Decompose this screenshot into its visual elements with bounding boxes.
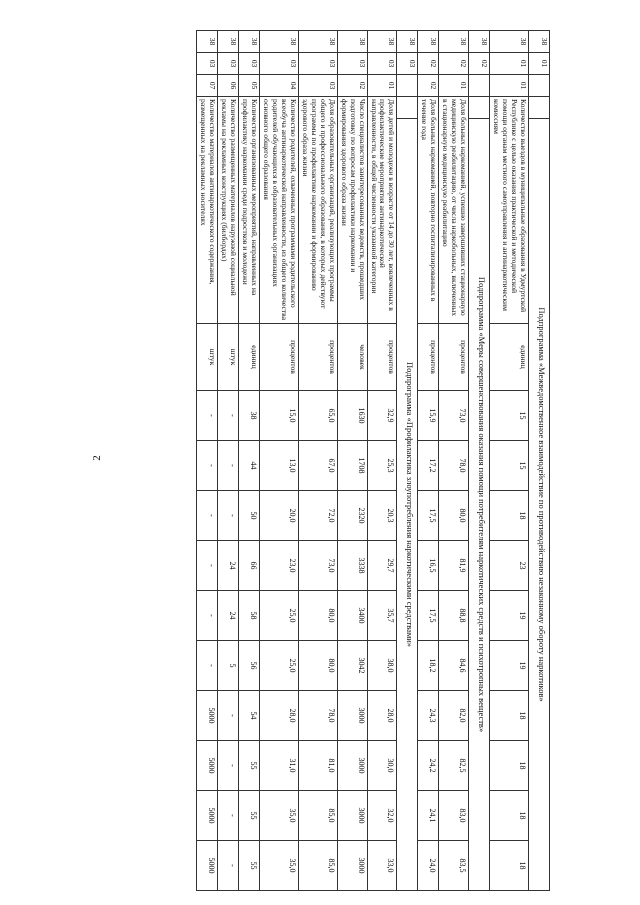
value-cell: 80,0 <box>439 491 469 541</box>
value-cell: 20,0 <box>260 491 299 541</box>
value-cell: 50 <box>239 491 260 541</box>
value-cell: - <box>197 591 218 641</box>
value-cell: 83,0 <box>439 791 469 841</box>
code-cell: 01 <box>490 75 529 97</box>
unit-cell: единиц <box>490 324 529 391</box>
code-cell: 38 <box>197 31 218 53</box>
page-number: 2 <box>90 455 103 461</box>
code-cell: 02 <box>439 53 469 75</box>
indicator-row <box>239 31 260 891</box>
value-cell: 19 <box>490 591 529 641</box>
subprogram-title: Подпрограмма «Межведомственное взаимодействие по противодействию незаконному обороту наркотиков» <box>529 119 550 891</box>
value-cell: 28,0 <box>260 691 299 741</box>
unit-cell: штук <box>218 324 239 391</box>
value-cell: 56 <box>239 641 260 691</box>
indicators-table <box>196 30 550 891</box>
value-cell: 78,0 <box>298 691 337 741</box>
value-cell: 33,0 <box>367 841 397 891</box>
unit-cell: процентов <box>439 324 469 391</box>
value-cell: 73,0 <box>439 391 469 441</box>
value-cell: 24,2 <box>418 741 439 791</box>
indicator-row <box>367 31 397 891</box>
value-cell: 16,5 <box>418 541 439 591</box>
value-cell: 3042 <box>337 641 367 691</box>
code-cell <box>529 97 550 119</box>
value-cell: 23 <box>490 541 529 591</box>
unit-cell: человек <box>337 324 367 391</box>
value-cell: 82,5 <box>439 741 469 791</box>
code-cell: 38 <box>239 31 260 53</box>
value-cell: 84,6 <box>439 641 469 691</box>
value-cell: - <box>197 491 218 541</box>
code-cell <box>469 75 490 97</box>
value-cell: 35,0 <box>260 791 299 841</box>
value-cell: - <box>218 691 239 741</box>
value-cell: 24,3 <box>418 691 439 741</box>
value-cell: 55 <box>239 741 260 791</box>
value-cell: 24 <box>218 541 239 591</box>
value-cell: 82,0 <box>439 691 469 741</box>
value-cell: 80,0 <box>298 591 337 641</box>
code-cell: 03 <box>218 53 239 75</box>
code-cell: 07 <box>197 75 218 97</box>
code-cell: 02 <box>337 75 367 97</box>
value-cell: 23,0 <box>260 541 299 591</box>
value-cell: - <box>197 641 218 691</box>
value-cell: 24 <box>218 591 239 641</box>
indicator-row <box>260 31 299 891</box>
value-cell: 32,9 <box>367 391 397 441</box>
indicator-name: Количество выездов в муниципальные образования в Удмуртской Республике с целью оказания практической и методической помощи органам местного самоуправления и антинаркотическим комиссиям <box>490 97 529 324</box>
value-cell: 25,0 <box>260 591 299 641</box>
indicator-name: Доля образовательных организаций, реализующих программы общего и профессионального образования, в которых действуют программы по профилактике наркомании и формированию здорового образа жизни <box>298 97 337 324</box>
unit-cell: процентов <box>418 324 439 391</box>
value-cell: 3000 <box>337 841 367 891</box>
value-cell: - <box>197 541 218 591</box>
value-cell: - <box>218 791 239 841</box>
code-cell: 01 <box>367 75 397 97</box>
value-cell: 18 <box>490 491 529 541</box>
value-cell: 30,0 <box>367 741 397 791</box>
value-cell: 72,0 <box>298 491 337 541</box>
value-cell: 78,0 <box>439 441 469 491</box>
subprogram-row <box>529 31 550 891</box>
code-cell: 38 <box>218 31 239 53</box>
value-cell: 18 <box>490 791 529 841</box>
subprogram-row <box>469 31 490 891</box>
value-cell: 83,5 <box>439 841 469 891</box>
code-cell: 02 <box>469 53 490 75</box>
value-cell: 38 <box>239 391 260 441</box>
value-cell: - <box>218 441 239 491</box>
value-cell: 24,1 <box>418 791 439 841</box>
value-cell: 66 <box>239 541 260 591</box>
code-cell: 05 <box>239 75 260 97</box>
code-cell: 02 <box>418 53 439 75</box>
code-cell: 38 <box>260 31 299 53</box>
code-cell: 03 <box>397 53 418 75</box>
code-cell: 38 <box>469 31 490 53</box>
value-cell: 58 <box>239 591 260 641</box>
value-cell: 18 <box>490 841 529 891</box>
value-cell: 5000 <box>197 841 218 891</box>
indicator-row <box>490 31 529 891</box>
indicator-name: Доля больных наркоманией, успешно завершивших стационарную медицинскую реабилитацию, от числа наркобольных, включенных в стационарную медицинскую реабилитацию <box>439 97 469 324</box>
code-cell: 38 <box>529 31 550 53</box>
indicator-row <box>337 31 367 891</box>
code-cell <box>397 97 418 119</box>
value-cell: 24,0 <box>418 841 439 891</box>
value-cell: 31,0 <box>260 741 299 791</box>
value-cell: 80,0 <box>298 641 337 691</box>
unit-cell: штук <box>197 324 218 391</box>
value-cell: 67,0 <box>298 441 337 491</box>
value-cell: 2320 <box>337 491 367 541</box>
subprogram-title: Подпрограмма «Меры совершенствования оказания помощи потребителям наркотических средств и психотропных веществ» <box>469 119 490 891</box>
subprogram-title: Подпрограмма «Профилактика злоупотребления наркотическими средствами» <box>397 119 418 891</box>
value-cell: 5000 <box>197 691 218 741</box>
code-cell: 03 <box>239 53 260 75</box>
value-cell: 29,7 <box>367 541 397 591</box>
code-cell: 06 <box>218 75 239 97</box>
value-cell: 1630 <box>337 391 367 441</box>
value-cell: 5 <box>218 641 239 691</box>
value-cell: 44 <box>239 441 260 491</box>
value-cell: 25,3 <box>367 441 397 491</box>
unit-cell: единиц <box>239 324 260 391</box>
value-cell: 3338 <box>337 541 367 591</box>
indicator-row <box>418 31 439 891</box>
rotated-table-wrapper <box>110 30 550 890</box>
code-cell: 03 <box>367 53 397 75</box>
value-cell: 13,0 <box>260 441 299 491</box>
indicator-row <box>218 31 239 891</box>
code-cell: 38 <box>490 31 529 53</box>
value-cell: 15,0 <box>260 391 299 441</box>
code-cell: 01 <box>490 53 529 75</box>
value-cell: 1708 <box>337 441 367 491</box>
code-cell: 04 <box>260 75 299 97</box>
value-cell: 18,2 <box>418 641 439 691</box>
code-cell: 03 <box>197 53 218 75</box>
code-cell: 38 <box>439 31 469 53</box>
indicator-name: Количество размещенных материалов наружной социальной рекламы на рекламных конструкциях (билбордах) <box>218 97 239 324</box>
code-cell: 38 <box>298 31 337 53</box>
value-cell: 85,0 <box>298 841 337 891</box>
indicator-row <box>298 31 337 891</box>
code-cell: 03 <box>298 75 337 97</box>
subprogram-row <box>397 31 418 891</box>
value-cell: 5000 <box>197 791 218 841</box>
code-cell: 38 <box>397 31 418 53</box>
value-cell: 5000 <box>197 741 218 791</box>
indicator-name: Количество материалов антинаркотического содержания, размещенных на рекламных носителях <box>197 97 218 324</box>
value-cell: 17,5 <box>418 491 439 541</box>
value-cell: 17,2 <box>418 441 439 491</box>
value-cell: 35,0 <box>260 841 299 891</box>
value-cell: 3000 <box>337 791 367 841</box>
indicator-name: Число специалистов заинтересованных ведомств, прошедших подготовку по вопросам профилактики наркомании и формирования здорового образа жизни <box>337 97 367 324</box>
value-cell: - <box>218 491 239 541</box>
indicator-name: Доля больных наркоманией, повторно госпитализированных в течение года <box>418 97 439 324</box>
indicator-name: Количество родителей, охваченных программами родительского всеобуча антинаркотической направленности, из общего количества родителей обучающихся в образовательных организациях основного общего образования <box>260 97 299 324</box>
value-cell: 25,0 <box>260 641 299 691</box>
value-cell: 17,5 <box>418 591 439 641</box>
value-cell: 19 <box>490 641 529 691</box>
value-cell: - <box>218 391 239 441</box>
unit-cell: процентов <box>260 324 299 391</box>
value-cell: 73,0 <box>298 541 337 591</box>
value-cell: - <box>197 441 218 491</box>
value-cell: 18 <box>490 691 529 741</box>
value-cell: 15 <box>490 441 529 491</box>
value-cell: 15,9 <box>418 391 439 441</box>
value-cell: 54 <box>239 691 260 741</box>
value-cell: - <box>218 841 239 891</box>
value-cell: 28,0 <box>367 691 397 741</box>
code-cell <box>529 75 550 97</box>
code-cell <box>397 75 418 97</box>
value-cell: 15 <box>490 391 529 441</box>
code-cell <box>469 97 490 119</box>
code-cell: 38 <box>418 31 439 53</box>
value-cell: 65,0 <box>298 391 337 441</box>
code-cell: 02 <box>418 75 439 97</box>
value-cell: - <box>197 391 218 441</box>
value-cell: 81,0 <box>298 741 337 791</box>
value-cell: 3000 <box>337 741 367 791</box>
code-cell: 38 <box>367 31 397 53</box>
value-cell: 85,0 <box>298 791 337 841</box>
value-cell: 3400 <box>337 591 367 641</box>
code-cell: 03 <box>337 53 367 75</box>
value-cell: 81,9 <box>439 541 469 591</box>
value-cell: - <box>218 741 239 791</box>
code-cell: 01 <box>439 75 469 97</box>
value-cell: 55 <box>239 841 260 891</box>
indicator-row <box>439 31 469 891</box>
unit-cell: процентов <box>298 324 337 391</box>
value-cell: 35,7 <box>367 591 397 641</box>
code-cell: 03 <box>260 53 299 75</box>
value-cell: 88,8 <box>439 591 469 641</box>
unit-cell: процентов <box>367 324 397 391</box>
value-cell: 55 <box>239 791 260 841</box>
code-cell: 03 <box>298 53 337 75</box>
code-cell: 38 <box>337 31 367 53</box>
indicator-name: Количество организованных мероприятий, направленных на профилактику наркомании среди подростков и молодежи <box>239 97 260 324</box>
value-cell: 20,3 <box>367 491 397 541</box>
value-cell: 3000 <box>337 691 367 741</box>
indicator-row <box>197 31 218 891</box>
indicator-name: Доля детей и молодежи в возрасте от 14 до 30 лет, вовлеченных в профилактические мероприятия антинаркотической направленности, в общей численности указанной категории <box>367 97 397 324</box>
code-cell: 01 <box>529 53 550 75</box>
value-cell: 18 <box>490 741 529 791</box>
value-cell: 38,0 <box>367 641 397 691</box>
value-cell: 32,0 <box>367 791 397 841</box>
